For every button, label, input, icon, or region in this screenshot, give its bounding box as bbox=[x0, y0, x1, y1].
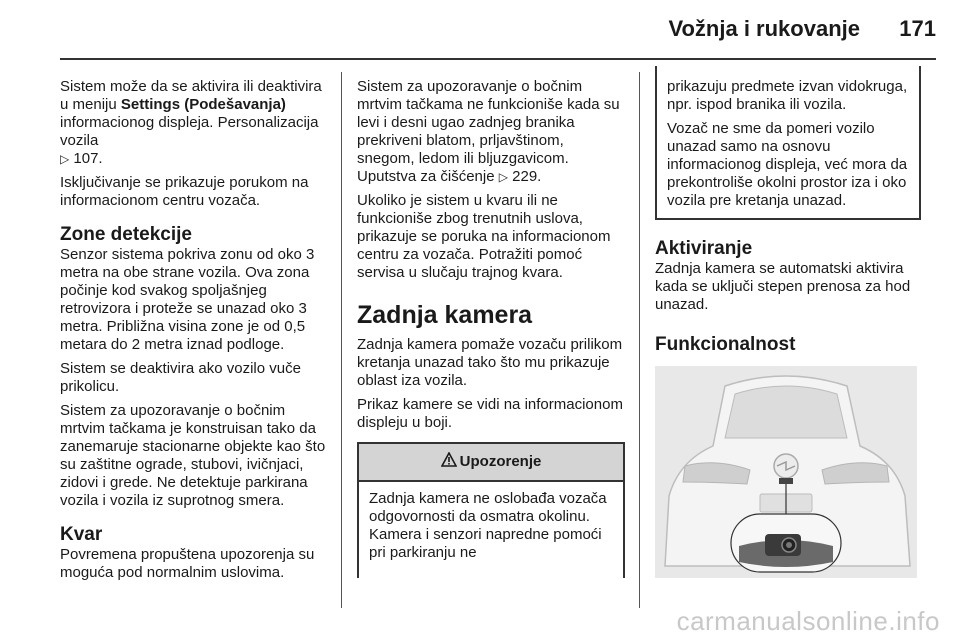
column-2 bbox=[357, 78, 625, 578]
column-divider-2 bbox=[639, 72, 640, 608]
column-divider-1 bbox=[341, 72, 342, 608]
paragraph-kvar: Povremena propuštena upozorenja su moguća pod normalnim uslovima. bbox=[60, 546, 315, 581]
header-rule bbox=[60, 58, 936, 60]
rear-camera-illustration bbox=[655, 366, 917, 578]
paragraph-settings: Sistem može da se aktivira ili deaktivira u meniju Settings (Podešavanja) informacionog displeja. Personalizacija vozila ▷ 107. bbox=[60, 78, 322, 167]
paragraph-dirt: Sistem za upozoravanje o bočnim mrtvim tačkama ne funkcioniše kada su levi i desni ugao zadnjeg branika prekriveni blatom, prljavštinom, snegom, ledom ili bljuzgavicom. Uputstva za čišćenje ▷ 229. bbox=[357, 78, 620, 185]
column-1 bbox=[60, 78, 330, 588]
paragraph-activation: Zadnja kamera se automatski aktivira kada se uključi stepen prenosa za hod unazad. bbox=[655, 260, 911, 313]
arrow-reference-icon: ▷ bbox=[498, 170, 508, 184]
warning-box bbox=[357, 442, 625, 578]
arrow-reference-icon: ▷ bbox=[60, 152, 70, 166]
warning-cont-1: prikazuju predmete izvan vidokruga, npr. ispod branika ili vozila. bbox=[667, 78, 908, 113]
paragraph-trailer: Sistem se deaktivira ako vozilo vuče prikolicu. bbox=[60, 360, 301, 395]
paragraph-fault: Ukoliko je sistem u kvaru ili ne funkcioniše zbog trenutnih uslova, prikazuje se poruka na informacionom centru za vozača. Potražiti pomoć servisa u slučaju trajnog kvara. bbox=[357, 192, 611, 281]
page-reference[interactable]: 229. bbox=[512, 168, 542, 185]
warning-text: Zadnja kamera ne oslobađa vozača odgovornosti da osmatra okolinu. Kamera i senzori napredne pomoći pri parkiranju ne bbox=[369, 490, 607, 561]
heading-functionality: Funkcionalnost bbox=[655, 334, 796, 355]
warning-cont-2: Vozač ne sme da pomeri vozilo unazad samo na osnovu informacionog displeja, već mora da prekontroliše okolni prostor iza i oko vozila pre kretanja unazad. bbox=[667, 120, 908, 209]
paragraph-deactivation: Isključivanje se prikazuje porukom na informacionom centru vozača. bbox=[60, 174, 309, 209]
paragraph-camera-display: Prikaz kamere se vidi na informacionom displeju u boji. bbox=[357, 396, 623, 431]
column-3 bbox=[655, 72, 921, 578]
watermark-text: carmanualsonline.info bbox=[676, 606, 940, 636]
heading-zone: Zone detekcije bbox=[60, 224, 192, 245]
warning-box-continued bbox=[655, 66, 921, 220]
paragraph-camera-intro: Zadnja kamera pomaže vozaču prilikom kretanja unazad tako što mu prikazuje oblast iza vozila. bbox=[357, 336, 623, 389]
page-header-title: Vožnja i rukovanje bbox=[668, 16, 860, 41]
heading-kvar: Kvar bbox=[60, 524, 103, 545]
warning-header bbox=[359, 444, 623, 482]
menu-name: Settings (Podešavanja) bbox=[120, 96, 286, 113]
paragraph-zone: Senzor sistema pokriva zonu od oko 3 metra na obe strane vozila. Ova zona počinje kod svakog spoljašnjeg retrovizora i proteže se unazad oko 3 metra. Približna visina zone je od 0,5 metara do 2 metra iznad podloge. bbox=[60, 246, 315, 353]
warning-title: Upozorenje bbox=[459, 453, 542, 470]
warning-triangle-icon bbox=[441, 452, 457, 472]
page-number: 171 bbox=[899, 16, 936, 41]
heading-rear-camera: Zadnja kamera bbox=[357, 301, 533, 329]
paragraph-stationary: Sistem za upozoravanje o bočnim mrtvim tačkama je konstruisan tako da zanemaruje stacionarne objekte kao što su zaštitne ograde, stubovi, ivičnjaci, zidovi i grede. Ne detektuje parkirana vozila i vozila iz suprotnog smera. bbox=[60, 402, 326, 509]
heading-activation: Aktiviranje bbox=[655, 238, 753, 259]
page-reference[interactable]: 107. bbox=[73, 150, 103, 167]
